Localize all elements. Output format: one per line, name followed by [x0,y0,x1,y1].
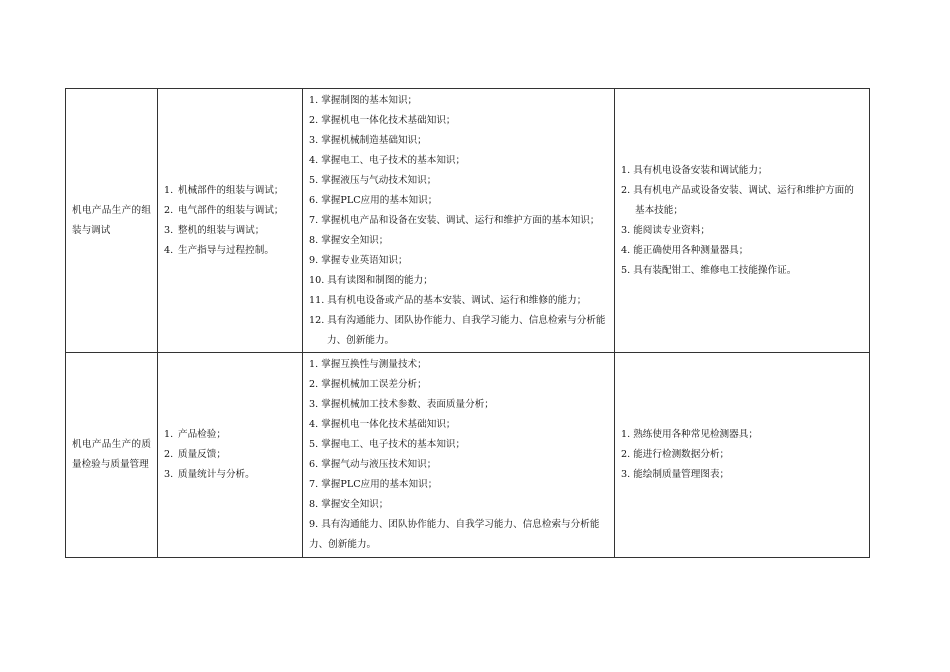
table-row [66,353,870,558]
list-item: 7. 掌握机电产品和设备在安装、调试、运行和维护方面的基本知识； [309,214,600,226]
list-item: 4. 掌握电工、电子技术的基本知识； [309,154,466,166]
list-item: 8. 掌握安全知识； [309,499,389,510]
work-content-cell [158,353,303,558]
list-item: 1. 产品检验； [164,429,226,440]
list-item: 2. 具有机电产品或设备安装、调试、运行和维护方面的基本技能； [621,184,854,216]
skills-list [621,425,863,485]
list-item: 2. 电气部件的组装与调试； [164,204,284,216]
list-item: 10. 具有读图和制图的能力； [309,274,433,286]
work-content-list [164,181,296,261]
knowledge-cell [303,89,615,353]
list-item: 3. 能绘制质量管理图表； [621,469,730,480]
list-item: 3. 掌握机械制造基础知识； [309,134,427,146]
work-content-cell [158,89,303,353]
curriculum-table [65,88,870,558]
knowledge-list [309,91,608,351]
list-item: 9. 具有沟通能力、团队协作能力、自我学习能力、信息检索与分析能力、创新能力。 [309,519,600,550]
list-item: 1. 熟练使用各种常见检测器具； [621,429,758,440]
list-item: 6. 掌握PLC应用的基本知识； [309,194,438,206]
task-cell: 机电产品生产的质量检验与质量管理 [66,353,158,558]
list-item: 4. 能正确使用各种测量器具； [621,244,749,256]
skills-cell [615,353,870,558]
list-item: 3. 整机的组装与调试； [164,224,265,236]
list-item: 4. 生产指导与过程控制。 [164,244,274,256]
list-item: 5. 具有装配钳工、维修电工技能操作证。 [621,264,797,276]
skills-cell [615,89,870,353]
list-item: 3. 质量统计与分析。 [164,469,255,480]
list-item: 6. 掌握气动与液压技术知识； [309,459,437,470]
list-item: 1. 机械部件的组装与调试； [164,184,284,196]
work-content-list [164,425,296,485]
skills-list [621,161,863,281]
list-item: 3. 能阅读专业资料； [621,224,710,236]
list-item: 11. 具有机电设备或产品的基本安装、调试、运行和维修的能力； [309,294,587,306]
list-item: 5. 掌握电工、电子技术的基本知识； [309,439,466,450]
list-item: 12. 具有沟通能力、团队协作能力、自我学习能力、信息检索与分析能力、创新能力。 [309,314,606,346]
list-item: 2. 质量反馈； [164,449,226,460]
list-item: 9. 掌握专业英语知识； [309,254,408,266]
list-item: 8. 掌握安全知识； [309,234,389,246]
task-cell: 机电产品生产的组装与调试 [66,89,158,353]
list-item: 2. 能进行检测数据分析； [621,449,730,460]
knowledge-list [309,355,608,555]
list-item: 3. 掌握机械加工技术参数、表面质量分析； [309,399,494,410]
table-row [66,89,870,353]
list-item: 5. 掌握液压与气动技术知识； [309,174,437,186]
list-item: 1. 具有机电设备安装和调试能力； [621,164,768,176]
list-item: 4. 掌握机电一体化技术基础知识； [309,419,456,430]
list-item: 2. 掌握机械加工误差分析； [309,379,427,390]
list-item: 1. 掌握制图的基本知识； [309,94,418,106]
list-item: 7. 掌握PLC应用的基本知识； [309,479,438,490]
knowledge-cell [303,353,615,558]
list-item: 1. 掌握互换性与测量技术； [309,359,427,370]
list-item: 2. 掌握机电一体化技术基础知识； [309,114,456,126]
